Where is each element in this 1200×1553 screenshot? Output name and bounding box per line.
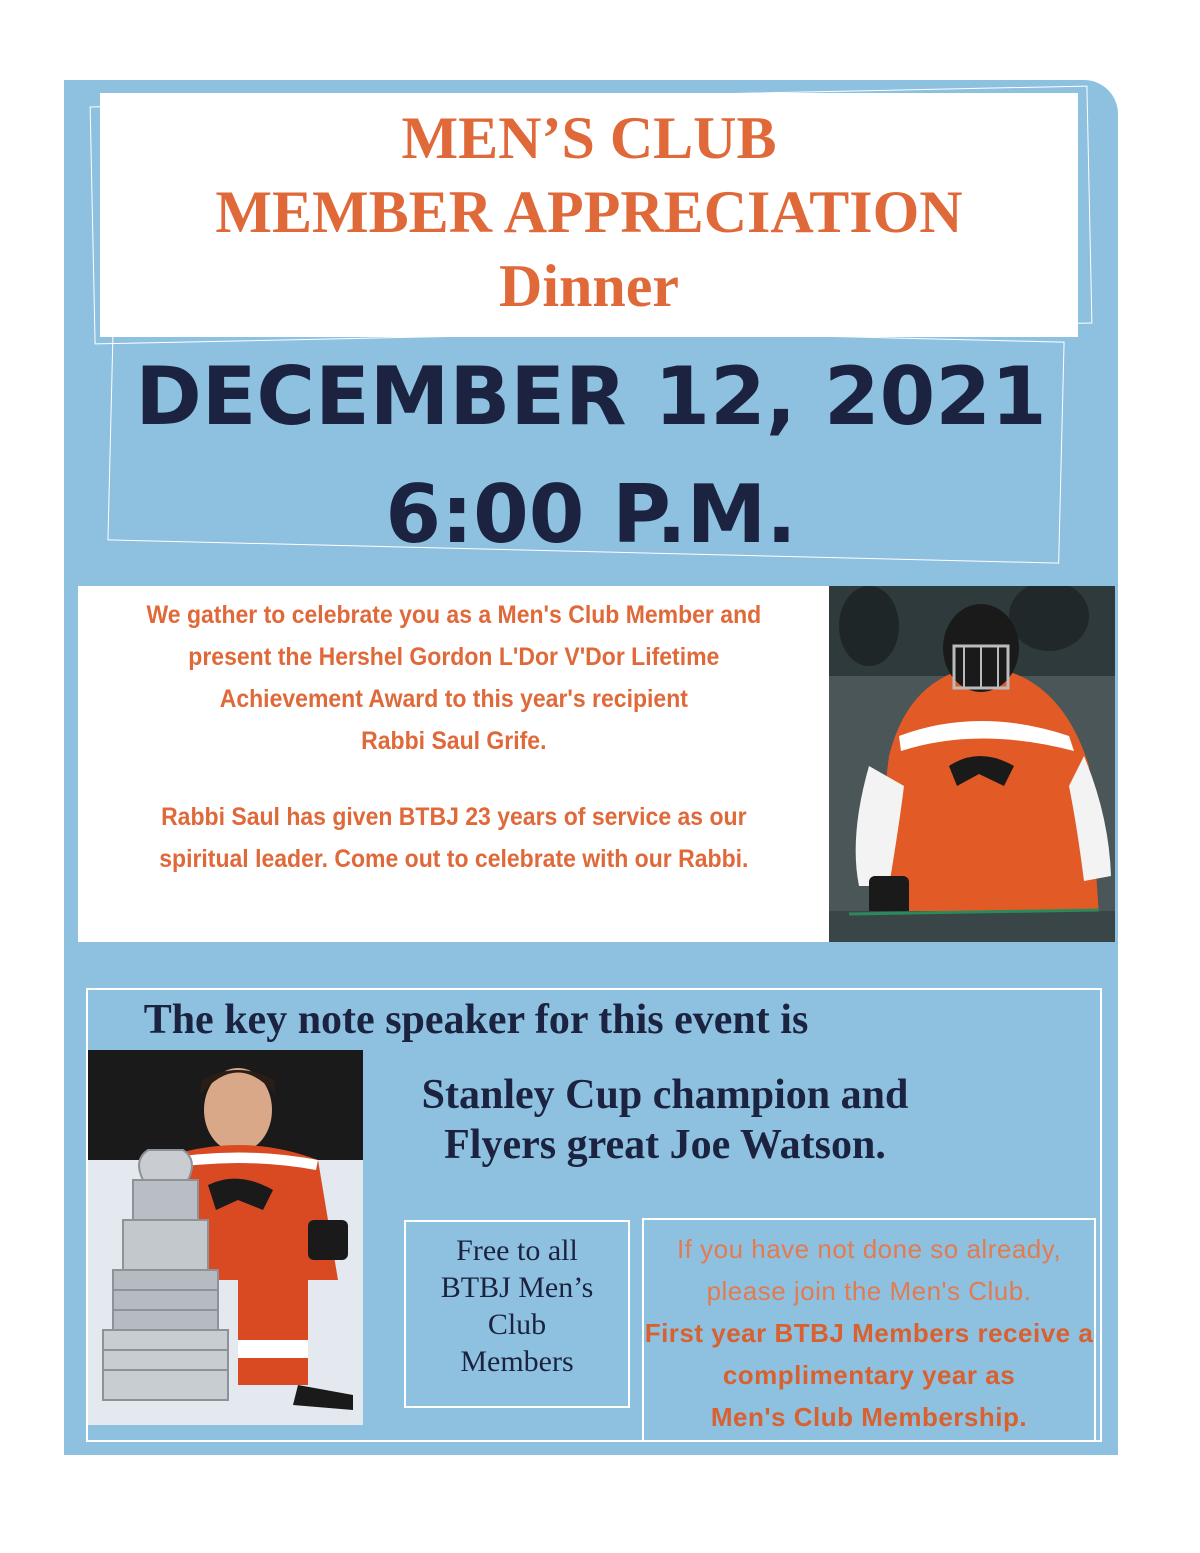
info-line: present the Hershel Gordon L'Dor V'Dor Lifetime <box>188 643 720 671</box>
title-line-2: MEMBER APPRECIATION <box>215 179 963 245</box>
join-line: If you have not done so already, <box>676 1234 1062 1264</box>
free-line: Free to all <box>456 1234 578 1267</box>
info-paragraph-2 <box>78 796 830 880</box>
join-line: First year BTBJ Members receive a <box>644 1318 1094 1348</box>
join-line: please join the Men's Club. <box>706 1276 1032 1306</box>
info-box <box>78 586 830 942</box>
free-line: Members <box>460 1345 574 1378</box>
info-line: Rabbi Saul Grife. <box>361 727 547 755</box>
info-line: Rabbi Saul has given BTBJ 23 years of service as our <box>161 803 747 831</box>
event-time: 6:00 P.M. <box>385 468 797 561</box>
title-line-3: Dinner <box>499 253 679 319</box>
stanley-cup-player-photo <box>88 1050 363 1425</box>
info-line: Achievement Award to this year's recipient <box>219 685 688 713</box>
keynote-speaker <box>370 1070 960 1170</box>
event-date: DECEMBER 12, 2021 <box>135 350 1047 443</box>
free-line: BTBJ Men’s <box>440 1271 594 1304</box>
free-admission-box <box>404 1220 630 1408</box>
speaker-line-2: Flyers great Joe Watson. <box>444 1122 886 1168</box>
hockey-player-illustration <box>829 586 1115 942</box>
hockey-player-photo <box>829 586 1115 942</box>
title-line-1: MEN’S CLUB <box>401 105 777 171</box>
join-membership-box <box>642 1218 1096 1442</box>
info-line: spiritual leader. Come out to celebrate with our Rabbi. <box>159 845 749 873</box>
stanley-cup-illustration <box>88 1050 363 1425</box>
info-paragraph-1 <box>78 594 830 762</box>
title-box <box>100 93 1078 337</box>
free-line: Club <box>487 1308 547 1341</box>
join-line: Men's Club Membership. <box>710 1402 1028 1432</box>
info-line: We gather to celebrate you as a Men's Club Member and <box>146 601 762 629</box>
keynote-heading: The key note speaker for this event is <box>143 997 809 1043</box>
join-line: complimentary year as <box>722 1360 1016 1390</box>
speaker-line-1: Stanley Cup champion and <box>421 1072 909 1118</box>
